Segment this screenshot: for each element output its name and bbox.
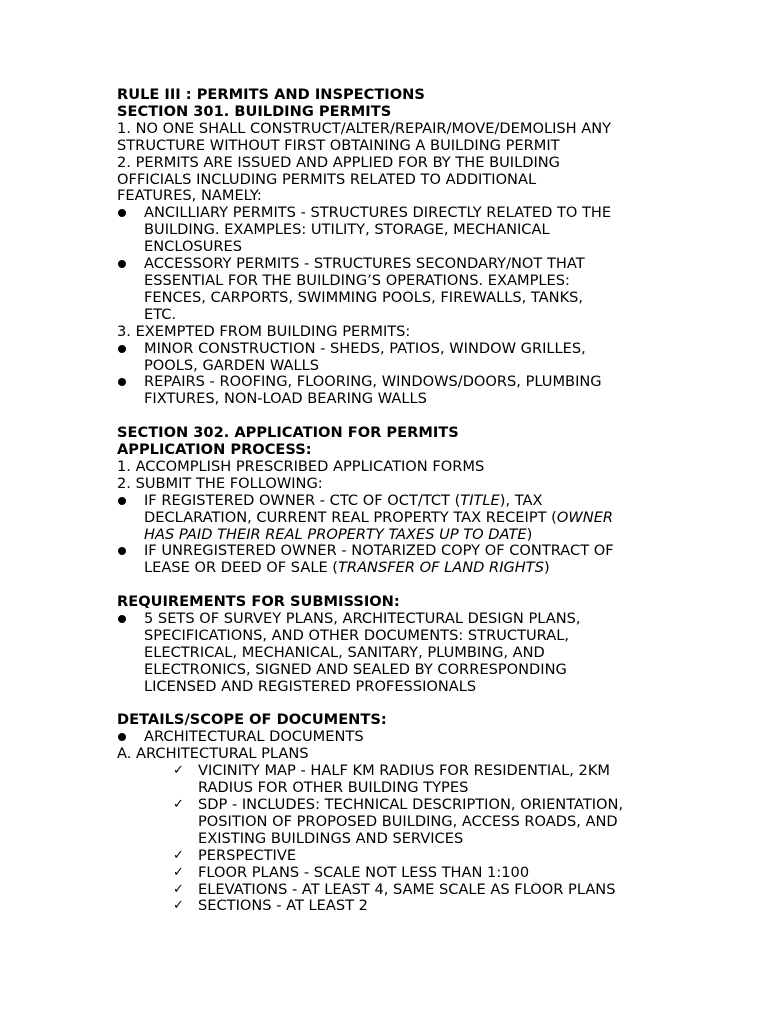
text-run: ) <box>526 525 533 543</box>
text-run-italic: HAS PAID THEIR REAL PROPERTY TAXES UP TO DATE <box>144 525 527 543</box>
list-item-line: FENCES, CARPORTS, SWIMMING POOLS, FIREWALLS, TANKS, <box>144 288 584 306</box>
checkmark-icon: ✓ <box>173 898 184 914</box>
checklist-line: ELEVATIONS - AT LEAST 4, SAME SCALE AS FLOOR PLANS <box>198 880 616 898</box>
paragraph-1-line: 1. NO ONE SHALL CONSTRUCT/ALTER/REPAIR/MOVE/DEMOLISH ANY <box>117 119 612 137</box>
text-run: ) <box>543 559 550 577</box>
checklist-line: EXISTING BUILDINGS AND SERVICES <box>198 829 464 847</box>
checklist-item-perspective <box>117 848 657 865</box>
text-run: LEASE OR DEED OF SALE ( <box>144 559 339 577</box>
checklist-item-vicinity-map <box>117 763 657 797</box>
list-item-repairs <box>117 374 657 408</box>
checkmark-icon: ✓ <box>173 864 184 880</box>
checklist-line: VICINITY MAP - HALF KM RADIUS FOR RESIDENTIAL, 2KM <box>198 762 610 780</box>
checklist-line: FLOOR PLANS - SCALE NOT LESS THAN 1:100 <box>198 863 530 881</box>
checkmark-icon: ✓ <box>173 881 184 897</box>
list-item-line: REPAIRS - ROOFING, FLOORING, WINDOWS/DOORS, PLUMBING <box>144 373 602 391</box>
list-item-line <box>144 493 657 510</box>
list-item-line: 5 SETS OF SURVEY PLANS, ARCHITECTURAL DESIGN PLANS, <box>144 610 581 628</box>
paragraph-2-line: 2. PERMITS ARE ISSUED AND APPLIED FOR BY THE BUILDING <box>117 153 560 171</box>
text-run: DECLARATION, CURRENT REAL PROPERTY TAX RECEIPT ( <box>144 508 557 526</box>
text-run-italic: TRANSFER OF LAND RIGHTS <box>338 559 544 577</box>
text-run-italic: OWNER <box>556 508 614 526</box>
list-item-registered-owner <box>117 493 657 544</box>
list-item-line: LICENSED AND REGISTERED PROFESSIONALS <box>144 677 477 695</box>
list-item-ancillary-permits <box>117 205 657 256</box>
checklist-line: POSITION OF PROPOSED BUILDING, ACCESS ROADS, AND <box>198 812 618 830</box>
list-item-line <box>144 527 657 544</box>
list-item-unregistered-owner <box>117 543 657 577</box>
paragraph-3: 3. EXEMPTED FROM BUILDING PERMITS: <box>117 322 411 340</box>
list-item-line: ARCHITECTURAL DOCUMENTS <box>144 728 364 746</box>
checklist-line: PERSPECTIVE <box>198 846 297 864</box>
list-item-line: ELECTRICAL, MECHANICAL, SANITARY, PLUMBING, AND <box>144 643 545 661</box>
checkmark-icon: ✓ <box>173 797 184 813</box>
list-item-line <box>144 560 657 577</box>
list-item-survey-plans <box>117 611 657 696</box>
details-heading: DETAILS/SCOPE OF DOCUMENTS: <box>117 711 387 729</box>
list-item-line <box>144 510 657 527</box>
list-item-minor-construction <box>117 341 657 375</box>
paragraph-1-line: STRUCTURE WITHOUT FIRST OBTAINING A BUILDING PERMIT <box>117 136 560 154</box>
list-item-line: IF UNREGISTERED OWNER - NOTARIZED COPY OF CONTRACT OF <box>144 542 614 560</box>
section-302-title: SECTION 302. APPLICATION FOR PERMITS <box>117 424 459 442</box>
spacer <box>117 408 657 425</box>
list-item-line: ETC. <box>144 305 177 323</box>
step-1: 1. ACCOMPLISH PRESCRIBED APPLICATION FORMS <box>117 457 485 475</box>
checklist-item-sdp <box>117 797 657 848</box>
checklist-line: SECTIONS - AT LEAST 2 <box>198 897 368 915</box>
list-item-accessory-permits <box>117 256 657 324</box>
list-item-line: ACCESSORY PERMITS - STRUCTURES SECONDARY/NOT THAT <box>144 255 585 273</box>
section-301-title: SECTION 301. BUILDING PERMITS <box>117 102 392 120</box>
list-item-line: ESSENTIAL FOR THE BUILDING’S OPERATIONS. EXAMPLES: <box>144 271 570 289</box>
list-item-line: FIXTURES, NON-LOAD BEARING WALLS <box>144 390 427 408</box>
checklist-line: SDP - INCLUDES: TECHNICAL DESCRIPTION, ORIENTATION, <box>198 796 624 814</box>
requirements-heading: REQUIREMENTS FOR SUBMISSION: <box>117 593 400 611</box>
list-item-architectural-documents <box>117 729 657 746</box>
paragraph-2-line: FEATURES, NAMELY: <box>117 187 262 205</box>
checklist-line: RADIUS FOR OTHER BUILDING TYPES <box>198 779 469 797</box>
list-item-line: ENCLOSURES <box>144 238 242 256</box>
spacer <box>117 696 657 713</box>
text-run: IF REGISTERED OWNER - CTC OF OCT/TCT ( <box>144 491 461 509</box>
step-2: 2. SUBMIT THE FOLLOWING: <box>117 474 323 492</box>
checklist-item-sections <box>117 898 657 915</box>
text-run-italic: TITLE <box>460 491 500 509</box>
checkmark-icon: ✓ <box>173 847 184 863</box>
document-body <box>117 87 657 915</box>
spacer <box>117 577 657 594</box>
application-process-heading: APPLICATION PROCESS: <box>117 441 312 459</box>
list-item-line: POOLS, GARDEN WALLS <box>144 356 320 374</box>
list-item-line: ANCILLIARY PERMITS - STRUCTURES DIRECTLY RELATED TO THE <box>144 204 612 222</box>
checklist-item-floor-plans <box>117 865 657 882</box>
text-run: ), TAX <box>499 491 543 509</box>
list-item-line: SPECIFICATIONS, AND OTHER DOCUMENTS: STRUCTURAL, <box>144 626 569 644</box>
list-item-line: BUILDING. EXAMPLES: UTILITY, STORAGE, MECHANICAL <box>144 221 550 239</box>
checklist-item-elevations <box>117 882 657 899</box>
paragraph-2-line: OFFICIALS INCLUDING PERMITS RELATED TO ADDITIONAL <box>117 170 537 188</box>
rule-title: RULE III : PERMITS AND INSPECTIONS <box>117 86 425 103</box>
checkmark-icon: ✓ <box>173 763 184 779</box>
architectural-plans-subheading: A. ARCHITECTURAL PLANS <box>117 745 309 763</box>
list-item-line: MINOR CONSTRUCTION - SHEDS, PATIOS, WINDOW GRILLES, <box>144 339 586 357</box>
list-item-line: ELECTRONICS, SIGNED AND SEALED BY CORRESPONDING <box>144 660 567 678</box>
